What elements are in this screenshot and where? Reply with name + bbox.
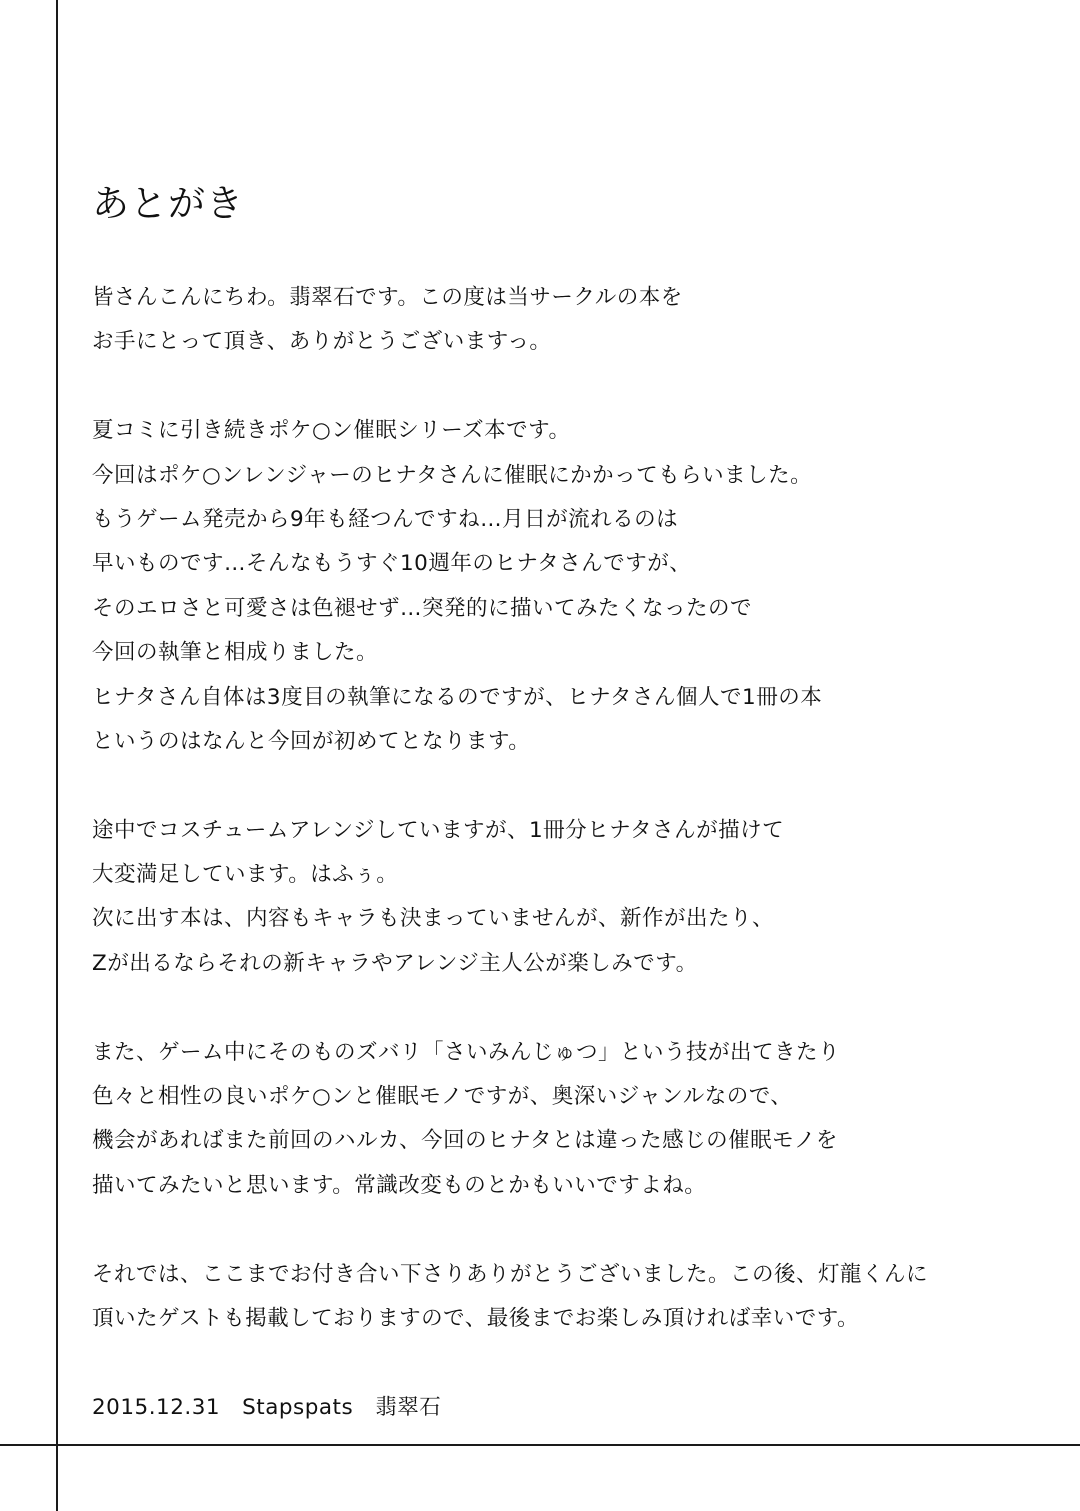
- paragraph-future: [92, 1031, 1052, 1209]
- paragraph-gap: [92, 1208, 1052, 1252]
- text-line: 大変満足しています。はふぅ。: [92, 862, 399, 888]
- left-margin-rule: [56, 0, 58, 1511]
- text-line: というのはなんと今回が初めてとなります。: [92, 728, 531, 754]
- text-line: また、ゲーム中にそのものズバリ「さいみんじゅつ」という技が出てきたり: [92, 1039, 841, 1065]
- page-title: あとがき: [92, 182, 244, 225]
- bottom-rule: [0, 1444, 1080, 1446]
- text-line: 今回の執筆と相成りました。: [92, 640, 379, 666]
- paragraph-about-book: [92, 409, 1052, 764]
- text-line: 皆さんこんにちわ。翡翠石です。この度は当サークルの本を: [92, 285, 683, 310]
- text-line: 夏コミに引き続きポケ○ン催眠シリーズ本です。: [92, 418, 571, 444]
- text-line: 機会があればまた前回のハルカ、今回のヒナタとは違った感じの催眠モノを: [92, 1128, 838, 1154]
- text-line: 描いてみたいと思います。常識改変ものとかもいいですよね。: [92, 1172, 707, 1198]
- text-line: 途中でコスチュームアレンジしていますが、1冊分ヒナタさんが描けて: [92, 817, 785, 843]
- text-line: 早いものです…そんなもうすぐ10週年のヒナタさんですが、: [92, 551, 692, 577]
- text-line: ヒナタさん自体は3度目の執筆になるのですが、ヒナタさん個人で1冊の本: [92, 684, 823, 710]
- paragraph-closing: [92, 1253, 1052, 1342]
- text-line: お手にとって頂き、ありがとうございますっ。: [92, 329, 552, 355]
- text-line: 頂いたゲストも掲載しておりますので、最後までお楽しみ頂ければ幸いです。: [92, 1305, 859, 1331]
- text-line: 色々と相性の良いポケ○ンと催眠モノですが、奥深いジャンルなので、: [92, 1084, 793, 1110]
- paragraph-gap: [92, 986, 1052, 1030]
- paragraph-greeting: [92, 276, 1052, 365]
- signature-author: 翡翠石: [375, 1394, 442, 1420]
- paragraph-gap: [92, 365, 1052, 409]
- signature-date: 2015.12.31: [92, 1394, 221, 1420]
- text-line: そのエロさと可愛さは色褪せず…突発的に描いてみたくなったので: [92, 595, 753, 621]
- afterword-body: [92, 178, 1052, 1430]
- paragraph-gap: [92, 764, 1052, 808]
- signature-circle: Stapspats: [242, 1394, 354, 1420]
- text-line: Zが出るならそれの新キャラやアレンジ主人公が楽しみです。: [92, 950, 698, 976]
- text-line: それでは、ここまでお付き合い下さりありがとうございました。この後、灯龍くんに: [92, 1261, 929, 1287]
- signature: [92, 1386, 1052, 1430]
- text-line: 今回はポケ○ンレンジャーのヒナタさんに催眠にかかってもらいました。: [92, 462, 813, 488]
- text-line: 次に出す本は、内容もキャラも決まっていませんが、新作が出たり、: [92, 906, 775, 932]
- text-line: もうゲーム発売から9年も経つんですね…月日が流れるのは: [92, 506, 679, 532]
- paragraph-costume: [92, 809, 1052, 987]
